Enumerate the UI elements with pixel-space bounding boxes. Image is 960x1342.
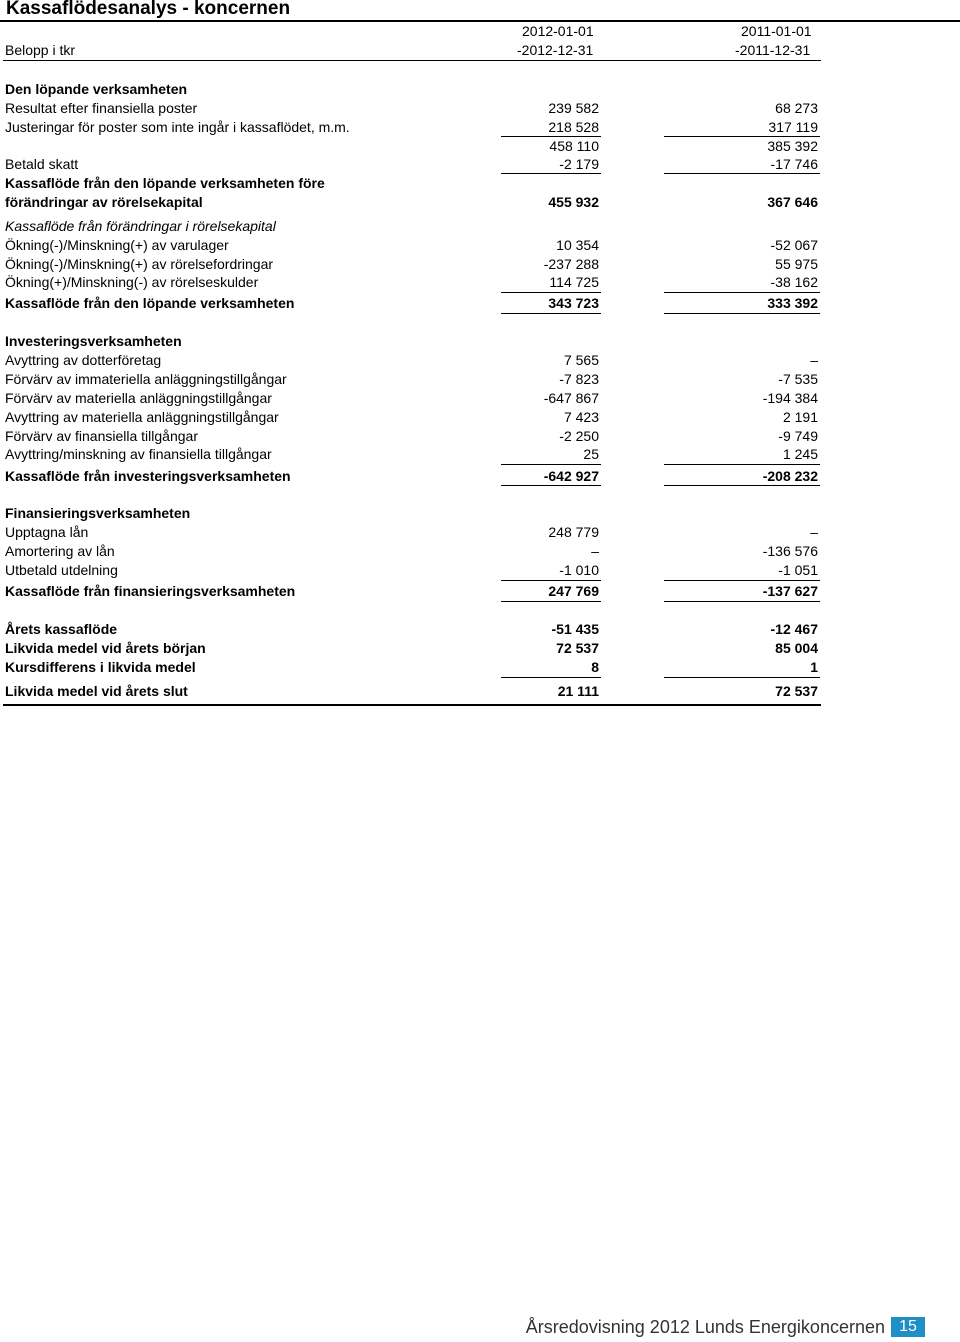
row-label: Kassaflöde från den löpande verksamheten före bbox=[5, 175, 325, 191]
value-2012: -642 927 bbox=[543, 468, 599, 484]
value-2011: – bbox=[810, 352, 818, 368]
row-label: Ökning(+)/Minskning(-) av rörelseskulder bbox=[5, 274, 259, 290]
table-row bbox=[0, 389, 822, 407]
value-2011: 367 646 bbox=[767, 194, 818, 210]
value-2012: 247 769 bbox=[548, 583, 599, 599]
value-2012: -1 010 bbox=[559, 562, 599, 578]
underline-2011 bbox=[664, 464, 820, 465]
table-row bbox=[0, 408, 822, 426]
section-heading-financing bbox=[0, 504, 822, 522]
row-label: Kursdifferens i likvida medel bbox=[5, 659, 196, 675]
value-2011: 68 273 bbox=[775, 100, 818, 116]
table-row bbox=[0, 255, 822, 273]
value-2012: 8 bbox=[591, 659, 599, 675]
value-2012: -51 435 bbox=[551, 621, 599, 637]
underline-2011 bbox=[664, 313, 820, 314]
col1-period-start: 2012-01-01 bbox=[522, 23, 594, 39]
unit-label: Belopp i tkr bbox=[5, 42, 76, 58]
underline-2012 bbox=[501, 580, 601, 581]
value-2011: -136 576 bbox=[762, 543, 818, 559]
section-heading-operating bbox=[0, 80, 822, 98]
grand-total-row bbox=[0, 682, 822, 700]
row-label: Justeringar för poster som inte ingår i kassaflödet, m.m. bbox=[5, 119, 350, 135]
value-2011: -12 467 bbox=[770, 621, 818, 637]
value-2011: 2 191 bbox=[782, 409, 818, 425]
row-label: Likvida medel vid årets början bbox=[5, 640, 206, 656]
value-2011: 317 119 bbox=[768, 119, 818, 135]
value-2011: – bbox=[810, 524, 818, 540]
underline-2011 bbox=[664, 601, 820, 602]
value-2012: -2 179 bbox=[559, 156, 599, 172]
title-rule bbox=[0, 20, 960, 22]
total-row bbox=[0, 467, 822, 485]
header-rule bbox=[3, 60, 821, 61]
col2-period-start: 2011-01-01 bbox=[741, 23, 812, 39]
value-2011: 1 bbox=[810, 659, 818, 675]
row-label: Förvärv av materiella anläggningstillgångar bbox=[5, 390, 272, 406]
row-label: Förvärv av finansiella tillgångar bbox=[5, 428, 198, 444]
value-2011: -52 067 bbox=[770, 237, 818, 253]
value-2012: 72 537 bbox=[556, 640, 599, 656]
value-2012: 7 565 bbox=[563, 352, 599, 368]
value-2011: -208 232 bbox=[762, 468, 818, 484]
row-label: Förvärv av immateriella anläggningstillgångar bbox=[5, 371, 287, 387]
row-label: Kassaflöde från finansieringsverksamheten bbox=[5, 583, 296, 599]
value-2011: -38 162 bbox=[770, 274, 818, 290]
underline-2012 bbox=[501, 464, 601, 465]
underline-2012 bbox=[501, 677, 601, 678]
value-2012: 21 111 bbox=[557, 683, 599, 699]
underline-2011 bbox=[664, 677, 820, 678]
value-2012: 458 110 bbox=[549, 138, 599, 154]
underline-2012 bbox=[501, 292, 601, 293]
row-label: Kassaflöde från investeringsverksamheten bbox=[5, 468, 291, 484]
value-2012: 114 725 bbox=[549, 274, 599, 290]
col2-period-end: -2011-12-31 bbox=[735, 42, 811, 58]
value-2011: 72 537 bbox=[775, 683, 818, 699]
value-2011: 333 392 bbox=[767, 295, 818, 311]
value-2011: 85 004 bbox=[775, 640, 818, 656]
value-2012: 455 932 bbox=[548, 194, 599, 210]
value-2011: -7 535 bbox=[778, 371, 818, 387]
underline-2012 bbox=[501, 313, 601, 314]
value-2012: -2 250 bbox=[559, 428, 599, 444]
col1-period-end: -2012-12-31 bbox=[517, 42, 594, 58]
value-2012: -647 867 bbox=[543, 390, 599, 406]
table-row bbox=[0, 523, 822, 541]
table-row bbox=[0, 620, 822, 638]
section-heading-investing bbox=[0, 332, 822, 350]
table-row bbox=[0, 99, 822, 117]
table-row bbox=[0, 445, 822, 463]
row-label: Utbetald utdelning bbox=[5, 562, 118, 578]
row-label: Likvida medel vid årets slut bbox=[5, 683, 188, 699]
table-row bbox=[0, 542, 822, 560]
value-2012: 248 779 bbox=[548, 524, 599, 540]
footer-report-name: Årsredovisning 2012 Lunds Energikoncernen bbox=[525, 1317, 885, 1337]
table-row bbox=[0, 639, 822, 657]
total-row bbox=[0, 582, 822, 600]
value-2011: -9 749 bbox=[778, 428, 818, 444]
row-label: Avyttring/minskning av finansiella tillgångar bbox=[5, 446, 272, 462]
row-label: Kassaflöde från förändringar i rörelsekapital bbox=[5, 218, 276, 234]
underline-2012 bbox=[501, 601, 601, 602]
row-label: Den löpande verksamheten bbox=[5, 81, 188, 97]
table-row bbox=[0, 658, 822, 676]
value-2011: -1 051 bbox=[778, 562, 818, 578]
row-label: Amortering av lån bbox=[5, 543, 115, 559]
row-label: Ökning(-)/Minskning(+) av rörelsefordringar bbox=[5, 256, 274, 272]
total-row bbox=[0, 294, 822, 312]
row-label: Finansieringsverksamheten bbox=[5, 505, 191, 521]
row-label: Avyttring av materiella anläggningstillgångar bbox=[5, 409, 279, 425]
underline-2011 bbox=[664, 580, 820, 581]
table-row bbox=[0, 155, 822, 173]
table-row bbox=[0, 236, 822, 254]
value-2012: 218 528 bbox=[548, 119, 599, 135]
underline-2012 bbox=[501, 485, 601, 486]
value-2011: -137 627 bbox=[762, 583, 818, 599]
page-number: 15 bbox=[891, 1317, 925, 1337]
value-2012: 239 582 bbox=[548, 100, 599, 116]
table-row bbox=[0, 118, 822, 136]
page-title: Kassaflödesanalys - koncernen bbox=[6, 0, 291, 19]
row-label: Kassaflöde från den löpande verksamheten bbox=[5, 295, 295, 311]
subtotal-row bbox=[0, 137, 822, 155]
row-label: förändringar av rörelsekapital bbox=[5, 194, 203, 210]
underline-2011 bbox=[664, 485, 820, 486]
table-row bbox=[0, 174, 822, 192]
table-row bbox=[0, 561, 822, 579]
table-row bbox=[0, 370, 822, 388]
row-label: Upptagna lån bbox=[5, 524, 89, 540]
table-row bbox=[0, 273, 822, 291]
table-row bbox=[0, 427, 822, 445]
value-2011: -17 746 bbox=[770, 156, 818, 172]
value-2011: 55 975 bbox=[775, 256, 818, 272]
row-label: Resultat efter finansiella poster bbox=[5, 100, 198, 116]
row-label: Avyttring av dotterföretag bbox=[5, 352, 162, 368]
value-2012: -237 288 bbox=[543, 256, 599, 272]
row-label: Investeringsverksamheten bbox=[5, 333, 182, 349]
value-2012: 343 723 bbox=[548, 295, 599, 311]
subtotal-row bbox=[0, 193, 822, 211]
value-2011: 1 245 bbox=[782, 446, 818, 462]
row-label: Ökning(-)/Minskning(+) av varulager bbox=[5, 237, 229, 253]
row-label: Betald skatt bbox=[5, 156, 79, 172]
row-label: Årets kassaflöde bbox=[5, 621, 118, 637]
value-2012: 10 354 bbox=[556, 237, 599, 253]
value-2012: – bbox=[591, 543, 599, 559]
value-2012: 7 423 bbox=[563, 409, 599, 425]
bottom-rule bbox=[3, 704, 821, 706]
subsection-heading-working-capital bbox=[0, 217, 822, 235]
value-2011: 385 392 bbox=[767, 138, 818, 154]
underline-2011 bbox=[664, 292, 820, 293]
table-row bbox=[0, 351, 822, 369]
value-2012: 25 bbox=[583, 446, 599, 462]
value-2012: -7 823 bbox=[559, 371, 599, 387]
value-2011: -194 384 bbox=[762, 390, 818, 406]
